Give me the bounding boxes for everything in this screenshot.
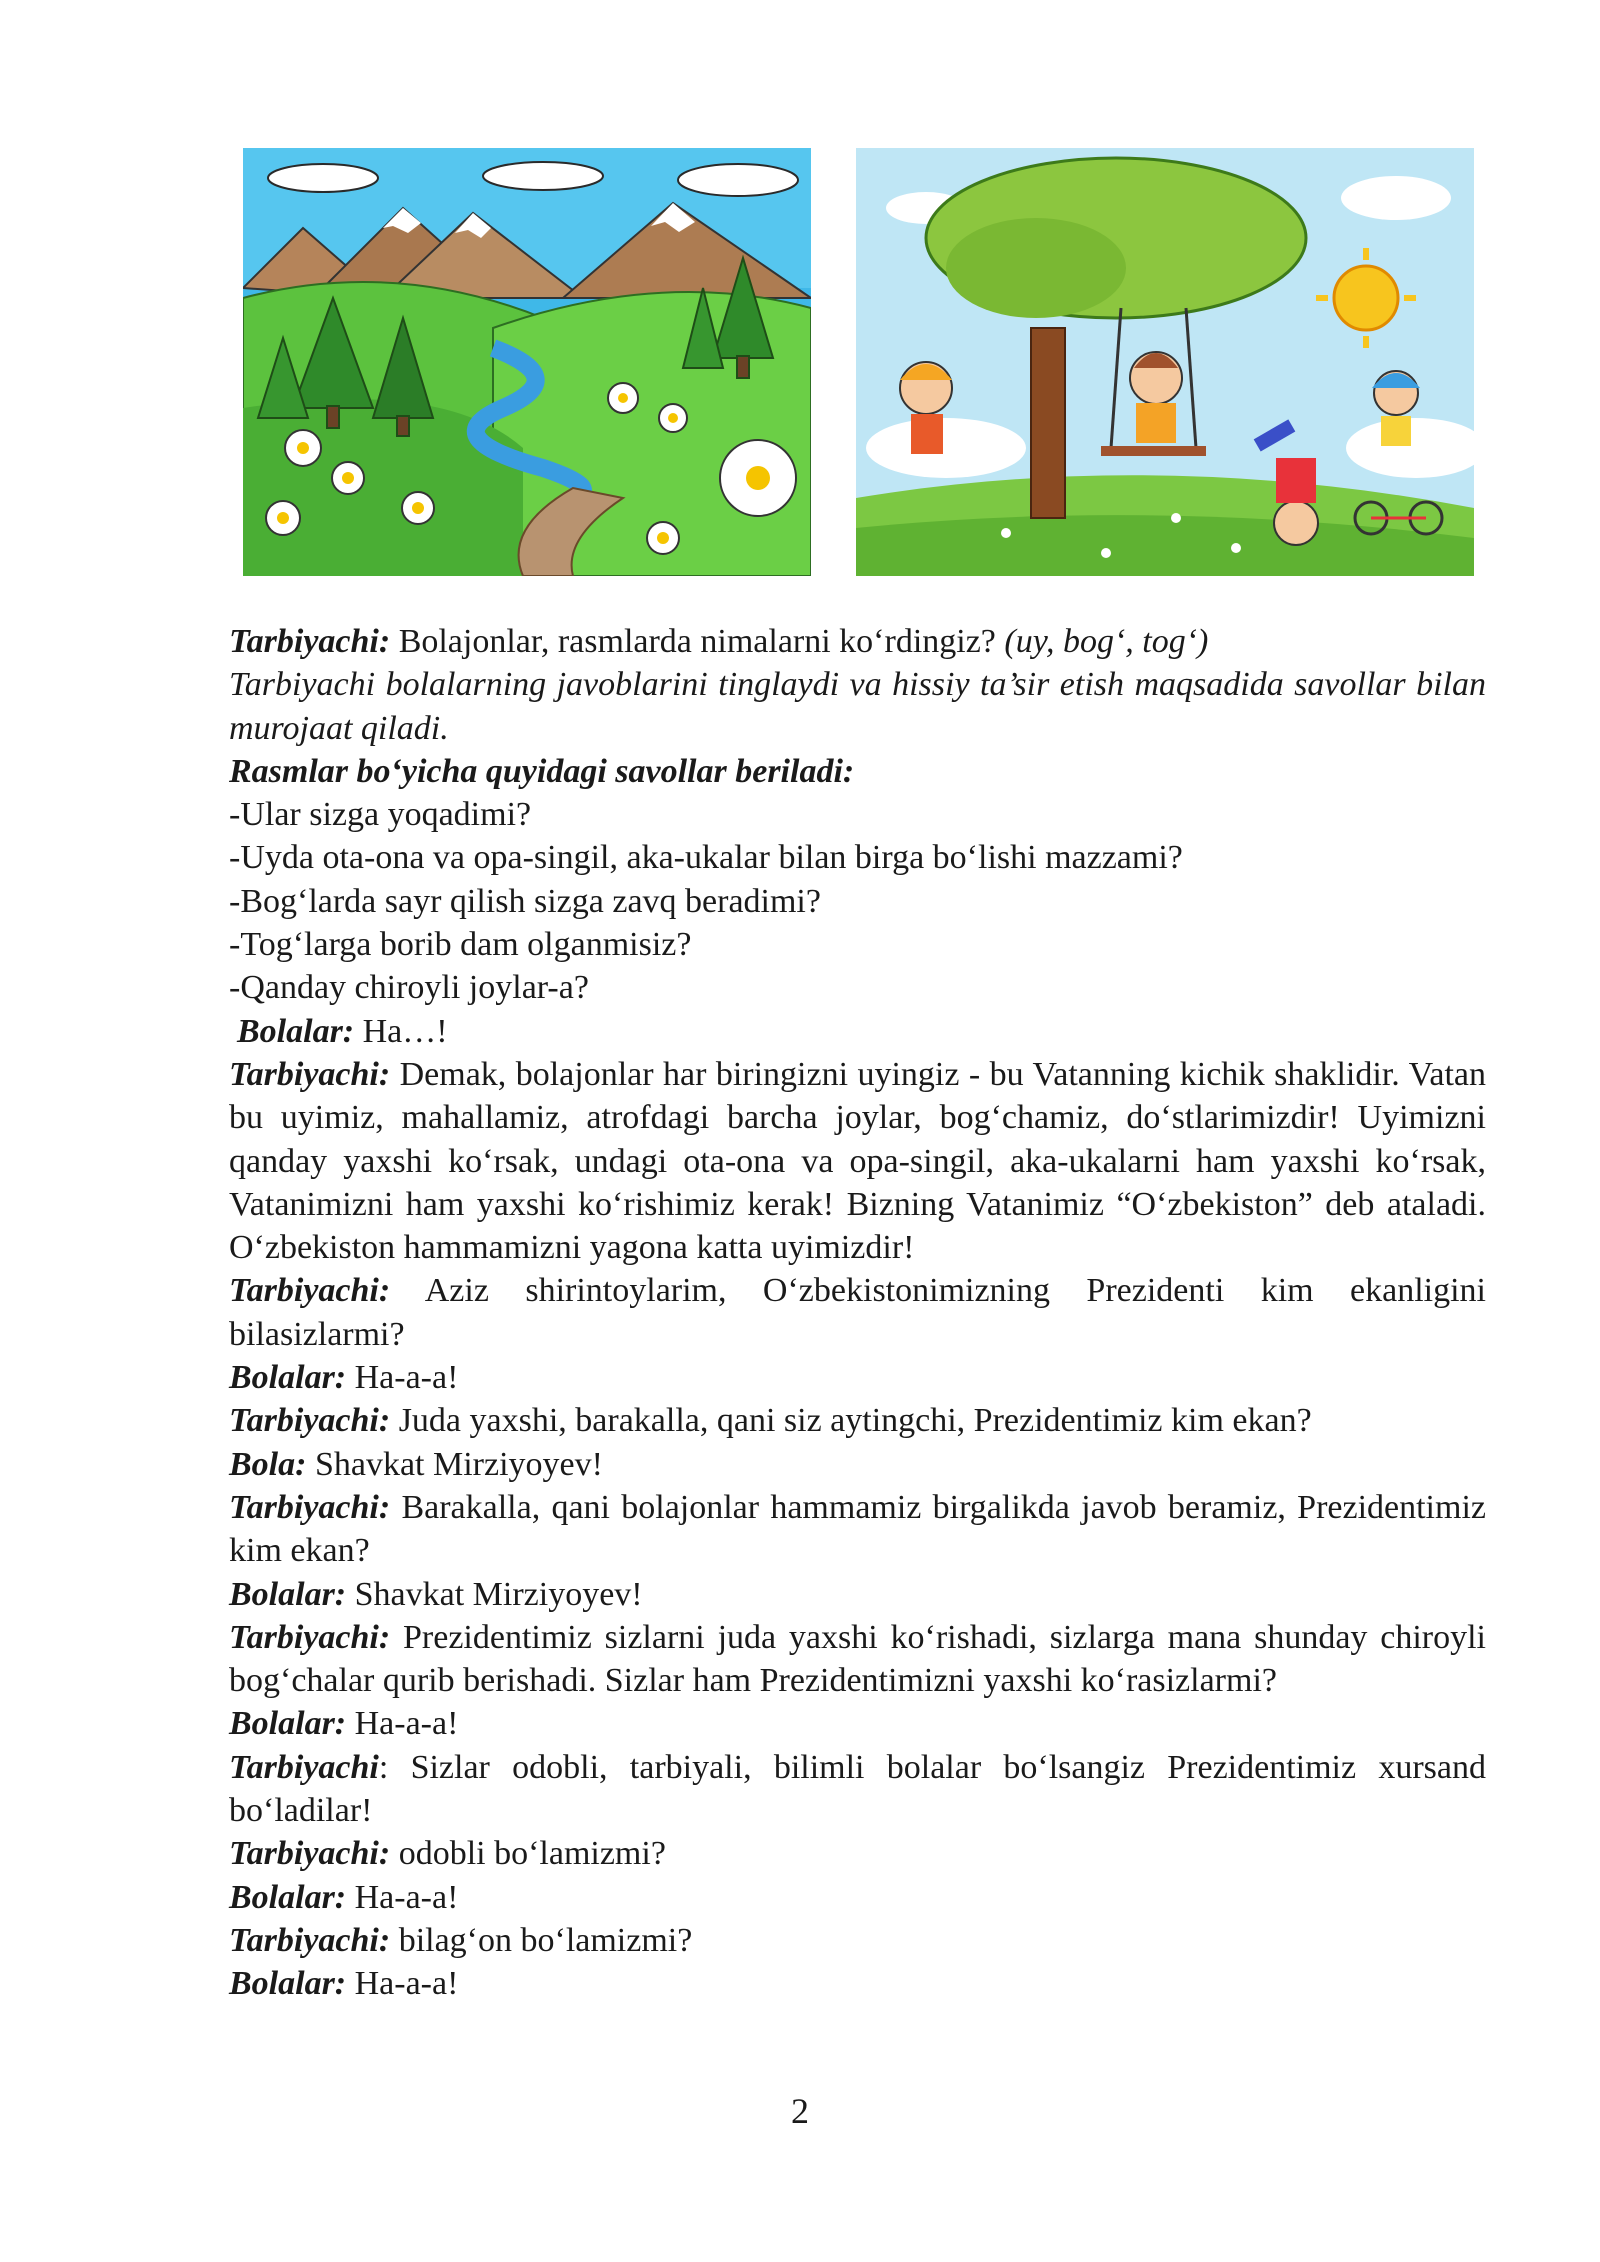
- paragraph-text: Bolajonlar, rasmlarda nimalarni ko‘rdingiz?: [390, 623, 1005, 660]
- speaker-label: Tarbiyachi:: [229, 1402, 391, 1440]
- paragraph-text: Ha-a-a!: [346, 1965, 459, 2003]
- paragraph-4: [229, 1010, 1486, 1053]
- paragraph-text: Ha-a-a!: [346, 1705, 459, 1743]
- landscape-illustration: [243, 148, 811, 576]
- paragraph-18: [229, 1962, 1486, 2005]
- paragraph-text: Shavkat Mirziyoyev!: [306, 1445, 603, 1483]
- paragraph-text: Prezidentimiz sizlarni juda yaxshi ko‘rishadi, sizlarga mana shunday chiroyli bog‘chalar qurib berishadi. Sizlar ham Prezidentimizni yaxshi ko‘rasizlarmi?: [229, 1618, 1486, 1700]
- questions-heading: Rasmlar bo‘yicha quyidagi savollar beriladi:: [229, 752, 855, 790]
- paragraph-text: Barakalla, qani bolajonlar hammamiz birgalikda javob beramiz, Prezidentimiz kim ekan?: [229, 1488, 1486, 1570]
- speaker-label: Bolalar:: [229, 1705, 347, 1743]
- question-item: -Bog‘larda sayr qilish sizga zavq beradimi?: [229, 882, 821, 920]
- paragraph-text: bilag‘on bo‘lamizmi?: [390, 1921, 693, 1959]
- speaker-label: Tarbiyachi:: [229, 623, 391, 660]
- speaker-label: Tarbiyachi: [229, 1748, 379, 1786]
- children-playing-park-icon: [856, 148, 1474, 576]
- paragraph-1: [229, 620, 1486, 663]
- paragraph-15: [229, 1832, 1486, 1875]
- paragraph-text: Ha-a-a!: [346, 1359, 459, 1397]
- speaker-label: Tarbiyachi:: [229, 1618, 391, 1656]
- speaker-label: Tarbiyachi:: [229, 1272, 391, 1310]
- paragraph-text: Juda yaxshi, barakalla, qani siz aytingchi, Prezidentimiz kim ekan?: [390, 1402, 1312, 1440]
- paragraph-6: [229, 1269, 1486, 1356]
- paragraph-11: [229, 1573, 1486, 1616]
- paragraph-text: Ha-a-a!: [346, 1878, 459, 1916]
- paragraph-7: [229, 1356, 1486, 1399]
- speaker-label: Tarbiyachi:: [229, 1055, 391, 1093]
- speaker-label: Bolalar:: [229, 1878, 347, 1916]
- paragraph-text: Demak, bolajonlar har biringizni uyingiz - bu Vatanning kichik shaklidir. Vatan bu uyimiz, mahallamiz, atrofdagi barcha joylar, bog‘chamiz, do‘stlarimizdir! Uyimizni qanday yaxshi ko‘rsak, undagi ota-ona va opa-singil, aka-ukalarni ham yaxshi ko‘rsak, Vatanimizni ham yaxshi ko‘rishimiz kerak! Bizning Vatanimiz “O‘zbekiston” deb ataladi. O‘zbekiston hammamizni yagona katta uyimizdir!: [229, 1055, 1486, 1267]
- paragraph-14: [229, 1746, 1486, 1833]
- page-number: 2: [791, 2091, 809, 2131]
- speaker-label: Bolalar:: [229, 1575, 347, 1613]
- paragraph-8: [229, 1399, 1486, 1442]
- question-item: -Uyda ota-ona va opa-singil, aka-ukalar bilan birga bo‘lishi mazzami?: [229, 839, 1183, 877]
- landscape-mountains-river-icon: [243, 148, 811, 576]
- question-item: -Tog‘larga borib dam olganmisiz?: [229, 926, 692, 964]
- paragraph-9: [229, 1443, 1486, 1486]
- paragraph-5: [229, 1053, 1486, 1269]
- paragraph-text: Aziz shirintoylarim, O‘zbekistonimizning Prezidenti kim ekanligini bilasizlarmi?: [229, 1272, 1486, 1353]
- speaker-label: Tarbiyachi:: [229, 1488, 391, 1526]
- speaker-label: Tarbiyachi:: [229, 1835, 391, 1873]
- park-illustration: [856, 148, 1474, 576]
- speaker-label: Bolalar:: [229, 1359, 347, 1397]
- paragraph-10: [229, 1486, 1486, 1573]
- paragraph-12: [229, 1616, 1486, 1703]
- paragraph-16: [229, 1876, 1486, 1919]
- question-item: -Qanday chiroyli joylar-a?: [229, 969, 589, 1007]
- question-item: -Ular sizga yoqadimi?: [229, 796, 532, 834]
- paragraph-text: odobli bo‘lamizmi?: [390, 1835, 666, 1873]
- body-text: [229, 620, 1486, 2006]
- paragraph-17: [229, 1919, 1486, 1962]
- paragraph-text: Sizlar odobli, tarbiyali, bilimli bolalar bo‘lsangiz Prezidentimiz xursand bo‘ladilar!: [229, 1748, 1486, 1830]
- speaker-label: Bola:: [229, 1445, 307, 1483]
- answer-hint: (uy, bog‘, tog‘): [1004, 623, 1209, 660]
- speaker-label: Tarbiyachi:: [229, 1921, 391, 1959]
- speaker-colon: :: [378, 1748, 389, 1786]
- speaker-label: Bolalar:: [237, 1012, 355, 1050]
- paragraph-text: Ha…!: [354, 1012, 448, 1050]
- paragraph-13: [229, 1702, 1486, 1745]
- paragraph-2: Tarbiyachi bolalarning javoblarini tinglaydi va hissiy ta’sir etish maqsadida savollar bilan murojaat qiladi.: [229, 666, 1486, 747]
- speaker-label: Bolalar:: [229, 1965, 347, 2003]
- paragraph-text: Shavkat Mirziyoyev!: [346, 1575, 643, 1613]
